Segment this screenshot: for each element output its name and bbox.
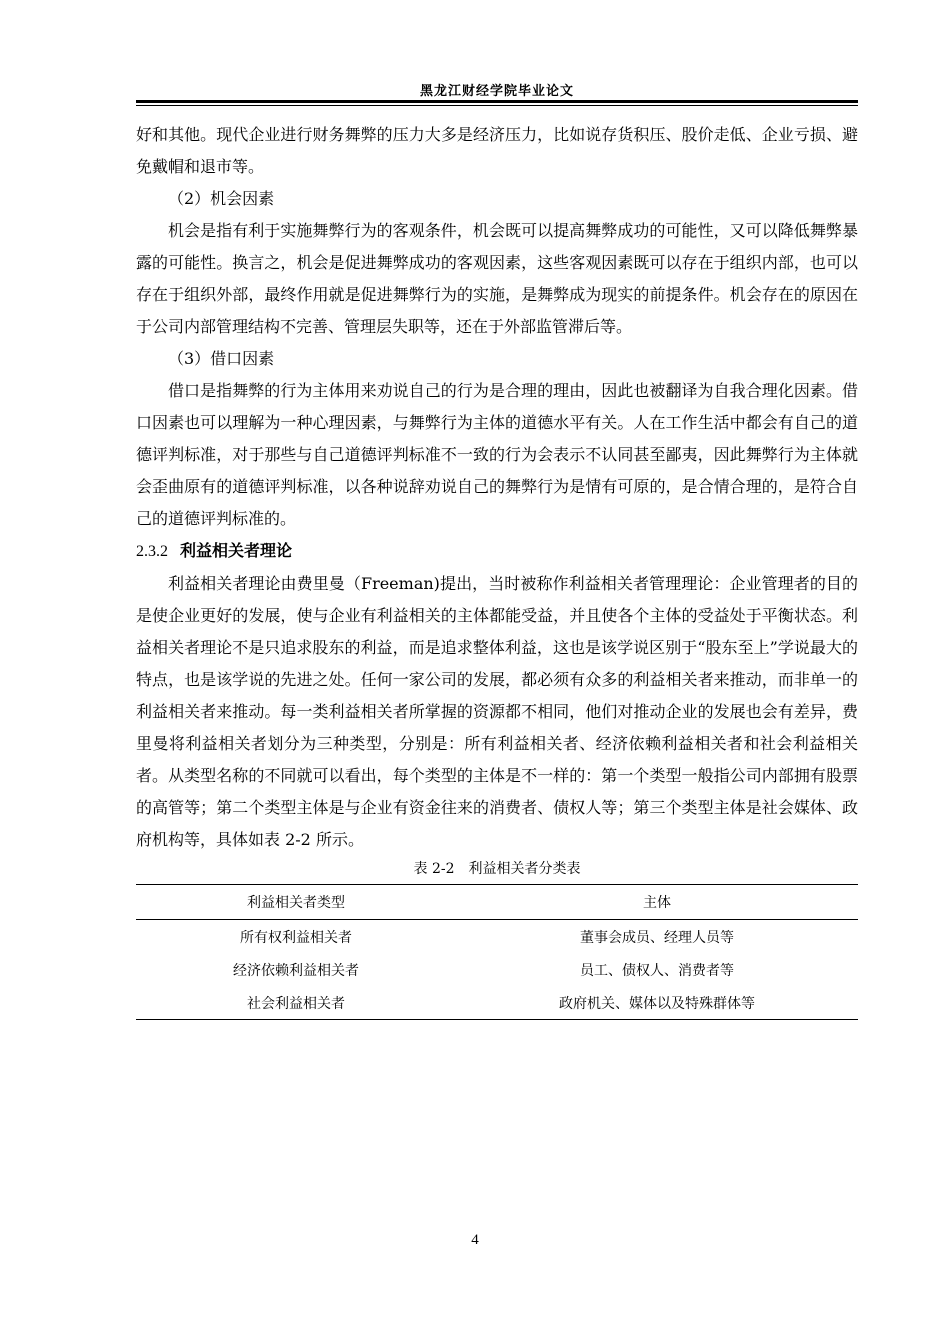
subheading-opportunity: （2）机会因素: [168, 189, 275, 208]
paragraph-pressure-continued: 好和其他。现代企业进行财务舞弊的压力大多是经济压力，比如说存货积压、股价走低、企业亏损、避免戴帽和退市等。: [136, 125, 858, 176]
table-cell: 经济依赖利益相关者: [233, 962, 359, 979]
table-caption-title: 利益相关者分类表: [468, 861, 581, 877]
paragraph-excuse: 借口是指舞弊的行为主体用来劝说自己的行为是合理的理由，因此也被翻译为自我合理化因素。借口因素也可以理解为一种心理因素，与舞弊行为主体的道德水平有关。人在工作生活中都会有自己的道德评判标准，对于那些与自己道德评判标准不一致的行为会表示不认同甚至鄙夷，因此舞弊行为主体就会歪曲原有的道德评判标准，以各种说辞劝说自己的舞弊行为是情有可原的，是合情合理的，是符合自己的道德评判标准的。: [136, 381, 858, 528]
stakeholder-table: [136, 884, 858, 1020]
table-caption: [136, 858, 858, 880]
header-rule-thin: [136, 105, 858, 106]
table-header-subject: 主体: [456, 885, 858, 920]
subheading-excuse: （3）借口因素: [168, 349, 275, 368]
section-title: 利益相关者理论: [180, 541, 293, 560]
paragraph-opportunity: 机会是指有利于实施舞弊行为的客观条件，机会既可以提高舞弊成功的可能性，又可以降低舞弊暴露的可能性。换言之，机会是促进舞弊成功的客观因素，这些客观因素既可以存在于组织内部，也可以存在于组织外部，最终作用就是促进舞弊行为的实施，是舞弊成为现实的前提条件。机会存在的原因在于公司内部管理结构不完善、管理层失职等，还在于外部监管滞后等。: [136, 221, 858, 336]
page-number: 4: [471, 1232, 479, 1248]
table-row: [136, 920, 858, 954]
running-header: 黑龙江财经学院毕业论文: [419, 84, 574, 99]
header-rule-thick: [136, 100, 858, 103]
table-header-row: [136, 885, 858, 920]
section-number: 2.3.2: [136, 543, 168, 560]
table-cell: 董事会成员、经理人员等: [580, 929, 734, 946]
body-text: [136, 119, 858, 1020]
table-header-type: 利益相关者类型: [136, 885, 456, 920]
paragraph-stakeholder-theory: 利益相关者理论由费里曼（Freeman)提出，当时被称作利益相关者管理理论：企业管理者的目的是使企业更好的发展，使与企业有利益相关的主体都能受益，并且使各个主体的受益处于平衡状态。利益相关者理论不是只追求股东的利益，而是追求整体利益，这也是该学说区别于“股东至上”学说最大的特点，也是该学说的先进之处。任何一家公司的发展，都必须有众多的利益相关者来推动，而非单一的利益相关者来推动。每一类利益相关者所掌握的资源都不相同，他们对推动企业的发展也会有差异，费里曼将利益相关者划分为三种类型，分别是：所有利益相关者、经济依赖利益相关者和社会利益相关者。从类型名称的不同就可以看出，每个类型的主体是不一样的：第一个类型一般指公司内部拥有股票的高管等；第二个类型主体是与企业有资金往来的消费者、债权人等；第三个类型主体是社会媒体、政府机构等，具体如表 2-2 所示。: [136, 574, 858, 849]
table-row: [136, 953, 858, 986]
table-cell: 员工、债权人、消费者等: [580, 962, 734, 979]
table-cell: 所有权利益相关者: [240, 929, 352, 946]
table-cell: 社会利益相关者: [247, 995, 345, 1012]
table-row: [136, 986, 858, 1020]
section-heading: [136, 535, 858, 568]
table-caption-number: 表 2-2: [413, 861, 455, 877]
table-cell: 政府机关、媒体以及特殊群体等: [559, 995, 755, 1012]
